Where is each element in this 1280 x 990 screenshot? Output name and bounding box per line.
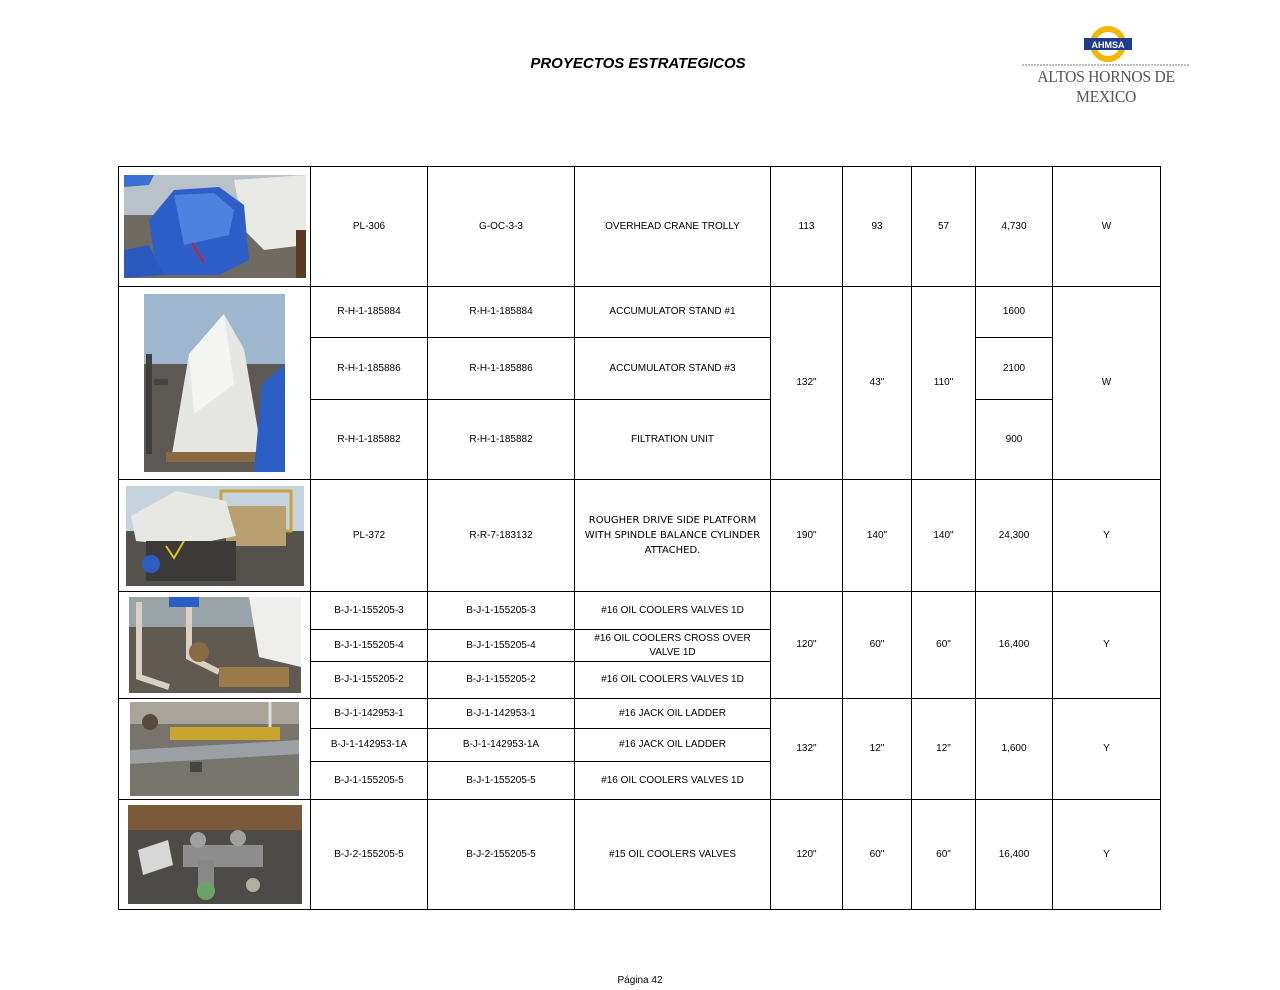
- part-number-cell: B-J-1-155205-3: [428, 592, 575, 630]
- width-cell: 93: [843, 167, 912, 287]
- description-cell: OVERHEAD CRANE TROLLY: [575, 167, 771, 287]
- equipment-table: [118, 166, 1161, 910]
- weight-cell: 24,300: [976, 480, 1053, 592]
- white-wrapped-stand-photo: [144, 294, 285, 472]
- logo-badge: AHMSA: [1091, 40, 1125, 50]
- code-cell: B-J-2-155205-5: [311, 800, 428, 910]
- description-cell: #15 OIL COOLERS VALVES: [575, 800, 771, 910]
- height-cell: 57: [912, 167, 976, 287]
- part-number-cell: G-OC-3-3: [428, 167, 575, 287]
- code-cell: R-H-1-185884: [311, 287, 428, 338]
- page-title: PROYECTOS ESTRATEGICOS: [530, 55, 746, 72]
- blue-wrapped-trolley-photo: [124, 175, 306, 278]
- length-cell: 113: [771, 167, 843, 287]
- length-cell: 132": [771, 699, 843, 800]
- height-cell: 110": [912, 287, 976, 480]
- weight-cell: 2100: [976, 338, 1053, 400]
- height-cell: 12": [912, 699, 976, 800]
- part-number-cell: B-J-2-155205-5: [428, 800, 575, 910]
- description-cell: ACCUMULATOR STAND #1: [575, 287, 771, 338]
- description-cell: #16 OIL COOLERS VALVES 1D: [575, 762, 771, 800]
- weight-cell: 16,400: [976, 800, 1053, 910]
- company-logo: [1020, 24, 1192, 106]
- code-cell: R-H-1-185886: [311, 338, 428, 400]
- part-number-cell: B-J-1-155205-4: [428, 630, 575, 662]
- table-row: [119, 287, 1161, 338]
- description-cell: FILTRATION UNIT: [575, 400, 771, 480]
- length-cell: 120": [771, 800, 843, 910]
- width-cell: 12": [843, 699, 912, 800]
- code-cell: R-H-1-185882: [311, 400, 428, 480]
- part-number-cell: R-H-1-185886: [428, 338, 575, 400]
- table-row: [119, 800, 1161, 910]
- photo-cell: [119, 480, 311, 592]
- table-row: [119, 699, 1161, 729]
- weight-cell: 16,400: [976, 592, 1053, 699]
- valves-assembly-photo: [128, 805, 302, 904]
- flag-cell: W: [1053, 287, 1161, 480]
- flag-cell: Y: [1053, 480, 1161, 592]
- code-cell: B-J-1-155205-2: [311, 662, 428, 699]
- part-number-cell: R-H-1-185884: [428, 287, 575, 338]
- logo-company-name: ALTOS HORNOS DE MEXICO: [1037, 67, 1175, 106]
- photo-cell: [119, 592, 311, 699]
- oil-ladder-photo: [130, 702, 299, 796]
- weight-cell: 4,730: [976, 167, 1053, 287]
- height-cell: 60": [912, 800, 976, 910]
- photo-cell: [119, 800, 311, 910]
- height-cell: 140": [912, 480, 976, 592]
- part-number-cell: B-J-1-155205-2: [428, 662, 575, 699]
- part-number-cell: R-R-7-183132: [428, 480, 575, 592]
- description-cell: #16 OIL COOLERS VALVES 1D: [575, 592, 771, 630]
- length-cell: 190": [771, 480, 843, 592]
- flag-cell: Y: [1053, 699, 1161, 800]
- length-cell: 132": [771, 287, 843, 480]
- description-cell: #16 JACK OIL LADDER: [575, 729, 771, 762]
- part-number-cell: B-J-1-142953-1A: [428, 729, 575, 762]
- code-cell: B-J-1-142953-1: [311, 699, 428, 729]
- weight-cell: 1,600: [976, 699, 1053, 800]
- page-number: Página 42: [617, 975, 663, 986]
- length-cell: 120": [771, 592, 843, 699]
- part-number-cell: R-H-1-185882: [428, 400, 575, 480]
- flag-cell: Y: [1053, 800, 1161, 910]
- width-cell: 140": [843, 480, 912, 592]
- description-cell: #16 JACK OIL LADDER: [575, 699, 771, 729]
- part-number-cell: B-J-1-142953-1: [428, 699, 575, 729]
- code-cell: B-J-1-155205-4: [311, 630, 428, 662]
- description-cell: ROUGHER DRIVE SIDE PLATFORM WITH SPINDLE BALANCE CYLINDER ATTACHED.: [575, 480, 771, 592]
- description-cell: ACCUMULATOR STAND #3: [575, 338, 771, 400]
- table-row: [119, 480, 1161, 592]
- code-cell: PL-372: [311, 480, 428, 592]
- table-row: [119, 592, 1161, 630]
- flag-cell: Y: [1053, 592, 1161, 699]
- code-cell: B-J-1-155205-5: [311, 762, 428, 800]
- weight-cell: 1600: [976, 287, 1053, 338]
- oil-cooler-valves-photo: [129, 597, 301, 693]
- code-cell: B-J-1-142953-1A: [311, 729, 428, 762]
- height-cell: 60": [912, 592, 976, 699]
- platform-photo: [126, 486, 304, 586]
- width-cell: 60": [843, 592, 912, 699]
- code-cell: B-J-1-155205-3: [311, 592, 428, 630]
- table-row: [119, 167, 1161, 287]
- description-cell: #16 OIL COOLERS VALVES 1D: [575, 662, 771, 699]
- flag-cell: W: [1053, 167, 1161, 287]
- photo-cell: [119, 699, 311, 800]
- photo-cell: [119, 167, 311, 287]
- width-cell: 60": [843, 800, 912, 910]
- photo-cell: [119, 287, 311, 480]
- width-cell: 43": [843, 287, 912, 480]
- code-cell: PL-306: [311, 167, 428, 287]
- description-cell: #16 OIL COOLERS CROSS OVER VALVE 1D: [575, 630, 771, 662]
- part-number-cell: B-J-1-155205-5: [428, 762, 575, 800]
- weight-cell: 900: [976, 400, 1053, 480]
